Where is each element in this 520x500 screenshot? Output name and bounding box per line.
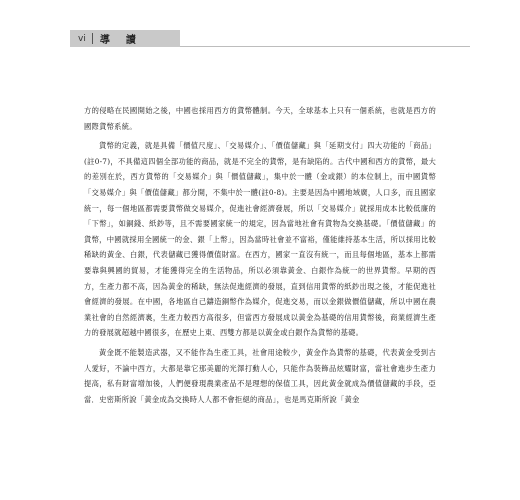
page-number: vi — [78, 33, 86, 44]
header-tab — [70, 30, 180, 47]
header-rule — [180, 30, 470, 47]
header-separator — [92, 33, 93, 44]
paragraph: 方的侵略在民國開始之後，中國也採用西方的貨幣體制。今天，全球基本上只有一個系統，也就是西方的國際貨幣系統。 — [84, 106, 436, 131]
running-header — [70, 30, 470, 47]
paragraph: 黃金既不能製造武器，又不能作為生產工具，社會用途較少，黃金作為貨幣的基礎，代表黃金受到古人愛好，不論中西方，大都是靠它那美麗的光澤打動人心，只能作為裝飾品炫耀財富，當社會進步生產力提高，私有財富增加後，人們便發現農業產品不是理想的保值工具，因此黃金就成為價值儲藏的手段，亞當．史密斯所說「黃金成為交換時人人都不會拒絕的商品」，也是馬克斯所說「黃金 — [84, 347, 436, 404]
chapter-title: 導 讀 — [99, 35, 139, 46]
body-text — [84, 103, 436, 411]
paragraph: 貨幣的定義，就是具備「價值尺度」、「交易媒介」、「價值儲藏」與「延期支付」四大功能的「商品」(註0-7)，不具備這四個全部功能的商品，就是不完全的貨幣，是有缺陷的。古代中國和西方的貨幣，最大的差別在於，西方貨幣的「交易媒介」與「價值儲藏」，集中於一體（金或銀）的本位制上，而中國貨幣「交易媒介」與「價值儲藏」都分開，不集中於一體(註0-8)。主要是因為中國地域廣，人口多，而且國家統一，每一個地區都需要貨幣做交易媒介，促進社會經濟發展，所以「交易媒介」就採用成本比較低廉的「下幣」，如銅錢、紙鈔等，且不需要國家統一的規定，因為當地社會有貨物為交換基礎。「價值儲藏」的貨幣，中國就採用全國統一的金、銀「上幣」，因為當時社會並不富裕，僅能維持基本生活，所以採用比較稀缺的黃金、白銀，代表儲藏已獲得價值財富。在西方，國家一直沒有統一，而且每個地區，基本上都需要靠與興國的貿易，才能獲得完全的生活物品，所以必須靠黃金、白銀作為統一的世界貨幣。早期的西方，生產力都不高，因為黃金的稀缺，無法促進經濟的發展，直到信用貨幣的紙鈔出現之後，才能促進社會經濟的發展。在中國，各地區自己鑄造銅幣作為媒介，促進交易，而以金銀做價值儲藏，所以中國在農業社會的自然經濟裏，生產力較西方高很多，但當西方發展成以黃金為基礎的信用貨幣後，商業經濟生產力的發展就超越中國很多，在歷史上東、西雙方都是以黃金或白銀作為貨幣的基礎。 — [84, 141, 436, 338]
